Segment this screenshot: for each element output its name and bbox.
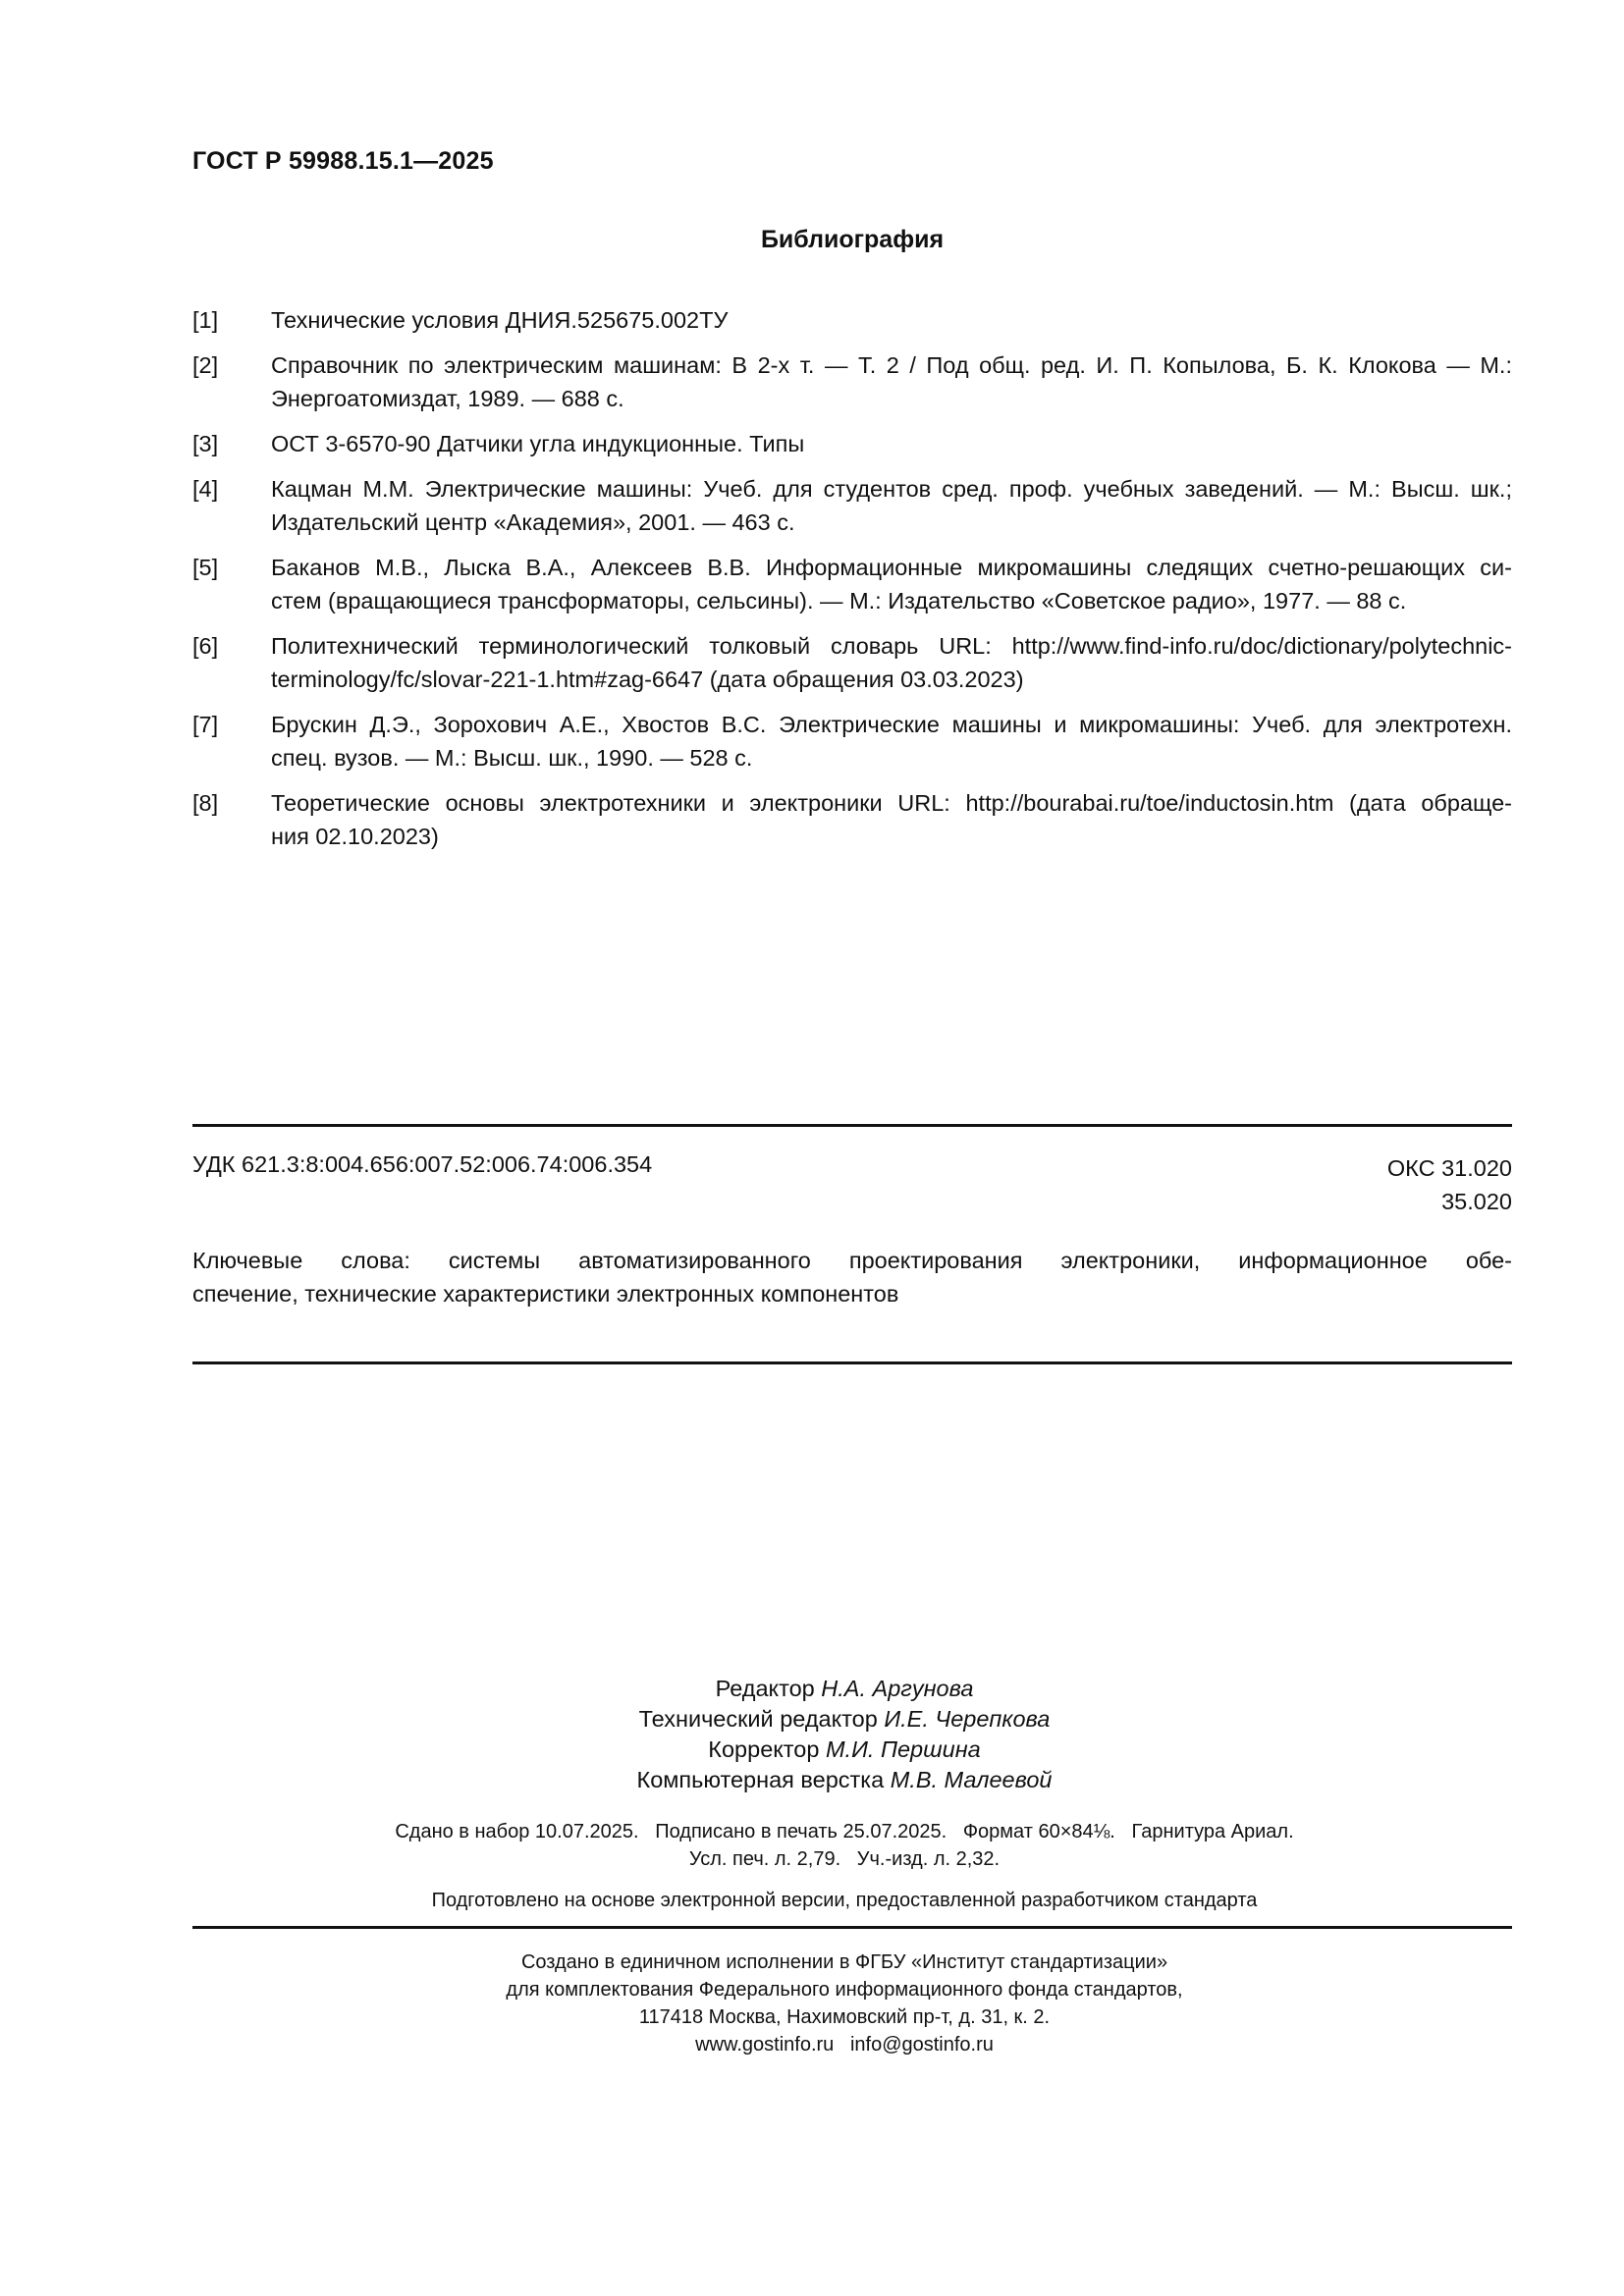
reference-line: terminology/fc/slovar-221-1.htm#zag-6647 (дата обращения 03.03.2023) bbox=[271, 667, 1024, 692]
keywords-line: Ключевые слова: системы автоматизированного проектирования электроники, информационное обе- bbox=[192, 1248, 1512, 1273]
prepared-note: Подготовлено на основе электронной версии, предоставленной разработчиком стандарта bbox=[431, 1890, 1258, 1911]
reference-number: [7] bbox=[192, 712, 219, 737]
oks-codes bbox=[1218, 1151, 1512, 1218]
document-id: ГОСТ Р 59988.15.1—2025 bbox=[192, 147, 494, 175]
credit-editor bbox=[393, 1674, 1296, 1704]
reference-number: [3] bbox=[192, 431, 219, 456]
credit-corrector bbox=[393, 1735, 1296, 1765]
udk-code: УДК 621.3:8:004.656:007.52:006.74:006.354 bbox=[192, 1151, 653, 1177]
publisher-footer bbox=[295, 1949, 1394, 2058]
bibliography-item bbox=[192, 629, 1512, 696]
reference-number: [4] bbox=[192, 476, 219, 502]
reference-line: Брускин Д.Э., Зорохович А.Е., Хвостов В.С. Электрические машины и микромашины: Учеб. для электротехн. bbox=[271, 712, 1512, 737]
reference-line: Справочник по электрическим машинам: В 2-х т. — Т. 2 / Под общ. ред. И. П. Копылова, Б. К. Клокова — М.: bbox=[271, 352, 1512, 378]
credit-name: М.В. Малеевой bbox=[890, 1767, 1053, 1792]
reference-line: Теоретические основы электротехники и электроники URL: http://bourabai.ru/toe/inductosin.htm (дата обраще- bbox=[271, 790, 1512, 816]
credit-label: Редактор bbox=[715, 1676, 815, 1701]
bibliography-list bbox=[192, 303, 1512, 865]
divider-bottom bbox=[192, 1926, 1512, 1929]
reference-number: [2] bbox=[192, 352, 219, 378]
credit-tech-editor bbox=[393, 1704, 1296, 1735]
credit-label: Технический редактор bbox=[638, 1706, 878, 1732]
footer-contacts: www.gostinfo.ru info@gostinfo.ru bbox=[695, 2034, 994, 2056]
reference-line: ния 02.10.2023) bbox=[271, 824, 439, 849]
footer-line: Создано в единичном исполнении в ФГБУ «Институт стандартизации» bbox=[520, 1951, 1168, 1973]
imprint-line: Сдано в набор 10.07.2025. Подписано в печать 25.07.2025. Формат 60×84⅛. Гарнитура Ариал. bbox=[395, 1821, 1294, 1842]
credit-label: Компьютерная верстка bbox=[636, 1767, 885, 1792]
oks-code-secondary: 35.020 bbox=[1441, 1189, 1512, 1214]
credit-name: М.И. Першина bbox=[825, 1736, 981, 1762]
reference-text bbox=[271, 629, 1512, 696]
oks-code-primary: ОКС 31.020 bbox=[1386, 1155, 1512, 1181]
bibliography-item bbox=[192, 427, 1512, 460]
footer-line: 117418 Москва, Нахимовский пр-т, д. 31, к. 2. bbox=[638, 2006, 1051, 2028]
reference-line: Кацман М.М. Электрические машины: Учеб. для студентов сред. проф. учебных заведений. — М.: Высш. шк.; bbox=[271, 476, 1512, 502]
reference-line: Энергоатомиздат, 1989. — 688 с. bbox=[271, 386, 624, 411]
bibliography-item bbox=[192, 786, 1512, 853]
reference-number: [6] bbox=[192, 633, 219, 659]
imprint-line: Усл. печ. л. 2,79. Уч.-изд. л. 2,32. bbox=[688, 1848, 1001, 1870]
reference-number: [5] bbox=[192, 555, 219, 580]
reference-text bbox=[271, 427, 1512, 460]
bibliography-title: Библиография bbox=[760, 226, 945, 253]
reference-number: [8] bbox=[192, 790, 219, 816]
bibliography-item bbox=[192, 708, 1512, 774]
reference-text bbox=[271, 303, 1512, 337]
reference-text bbox=[271, 551, 1512, 617]
reference-line: стем (вращающиеся трансформаторы, сельсины). — М.: Издательство «Советское радио», 1977. — 88 с. bbox=[271, 588, 1407, 614]
divider-top bbox=[192, 1124, 1512, 1127]
reference-text bbox=[271, 708, 1512, 774]
reference-line: Технические условия ДНИЯ.525675.002ТУ bbox=[271, 307, 729, 333]
reference-number: [1] bbox=[192, 307, 219, 333]
credit-label: Корректор bbox=[708, 1736, 820, 1762]
credit-layout bbox=[393, 1765, 1296, 1795]
footer-line: для комплектования Федерального информационного фонда стандартов, bbox=[506, 1979, 1183, 2001]
bibliography-item bbox=[192, 348, 1512, 415]
reference-text bbox=[271, 348, 1512, 415]
reference-line: Издательский центр «Академия», 2001. — 463 с. bbox=[271, 509, 795, 535]
keywords-line: спечение, технические характеристики электронных компонентов bbox=[192, 1281, 899, 1307]
editorial-credits bbox=[393, 1674, 1296, 1795]
bibliography-item bbox=[192, 472, 1512, 539]
reference-text bbox=[271, 472, 1512, 539]
reference-line: ОСТ 3-6570-90 Датчики угла индукционные. Типы bbox=[271, 431, 805, 456]
reference-line: спец. вузов. — М.: Высш. шк., 1990. — 528 с. bbox=[271, 745, 753, 771]
reference-text bbox=[271, 786, 1512, 853]
credit-name: И.Е. Черепкова bbox=[884, 1706, 1051, 1732]
reference-line: Политехнический терминологический толковый словарь URL: http://www.find-info.ru/doc/dictionary/polytechnic- bbox=[271, 633, 1512, 659]
divider-middle bbox=[192, 1362, 1512, 1364]
reference-line: Баканов М.В., Лыска В.А., Алексеев В.В. Информационные микромашины следящих счетно-решающих си- bbox=[271, 555, 1512, 580]
credit-name: Н.А. Аргунова bbox=[821, 1676, 974, 1701]
bibliography-item bbox=[192, 551, 1512, 617]
print-imprint bbox=[295, 1818, 1394, 1873]
bibliography-item bbox=[192, 303, 1512, 337]
keywords bbox=[192, 1244, 1512, 1310]
